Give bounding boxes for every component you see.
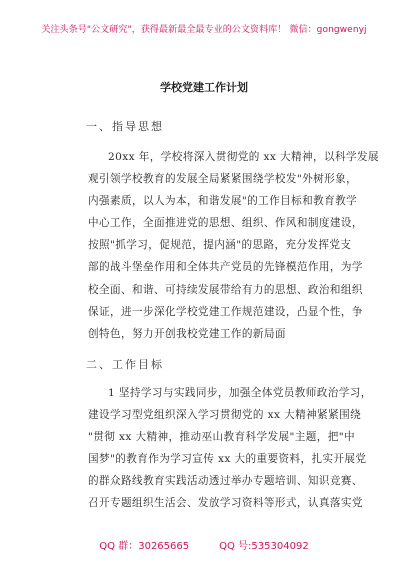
- body-line: 建设学习型党组织深入学习贯彻党的 xx 大精神紧紧围绕: [88, 409, 362, 422]
- section-guiding-ideology-body: [88, 146, 379, 345]
- body-line: 中心工作，全面推进党的思想、组织、作风和制度建设，: [88, 217, 363, 230]
- document-title: 学校党建工作计划: [160, 81, 248, 94]
- body-line: 部的战斗堡垒作用和全体共产党员的先锋模范作用，为学: [88, 261, 363, 274]
- body-line: 观引领学校教育的发展全局紧紧围绕学校发"外树形象，: [88, 173, 358, 186]
- body-line: 召开专题组织生活会、发放学习资料等形式，认真落实党: [88, 497, 363, 510]
- body-line: 的群众路线教育实践活动透过举办专题培训、知识竞赛、: [88, 475, 363, 488]
- footer-contact: [0, 537, 408, 552]
- footer-qq-number: QQ 号:535304092: [219, 541, 309, 552]
- body-line: 内强素质，以人为本，和谐发展"的工作目标和教育教学: [88, 195, 358, 208]
- body-line: 校全面、和谐、可持续发展带给有力的思想、政治和组织: [88, 283, 363, 296]
- body-line: 国梦"的教育作为学习宣传 xx 大的重要资料，扎实开展党: [88, 453, 367, 466]
- section-heading-work-goals: 二、工作目标: [86, 358, 164, 371]
- header-promo-text: 关注头条号"公文研究"，获得最新最全最专业的公文资料库！ 微信：gongwenyj: [41, 25, 367, 35]
- section-heading-guiding-ideology: 一、指导思想: [86, 120, 164, 133]
- body-line: 20xx 年，学校将深入贯彻党的 xx 大精神，以科学发展: [108, 151, 379, 163]
- body-line: 1 坚持学习与实践同步，加强全体党员教师政治学习，: [108, 387, 372, 399]
- body-line: 保证，进一步深化学校党建工作规范建设，凸显个性，争: [88, 305, 363, 318]
- section-work-goals-body: [88, 382, 372, 515]
- footer-qq-group: QQ 群：30265665: [99, 541, 190, 552]
- body-line: 按照"抓学习，促规范，提内涵"的思路，充分发挥党支: [88, 239, 352, 252]
- body-line: "贯彻 xx 大精神，推动巫山教育科学发展"主题，把"中: [88, 431, 355, 444]
- body-line: 创特色，努力开创我校党建工作的新局面: [88, 327, 286, 340]
